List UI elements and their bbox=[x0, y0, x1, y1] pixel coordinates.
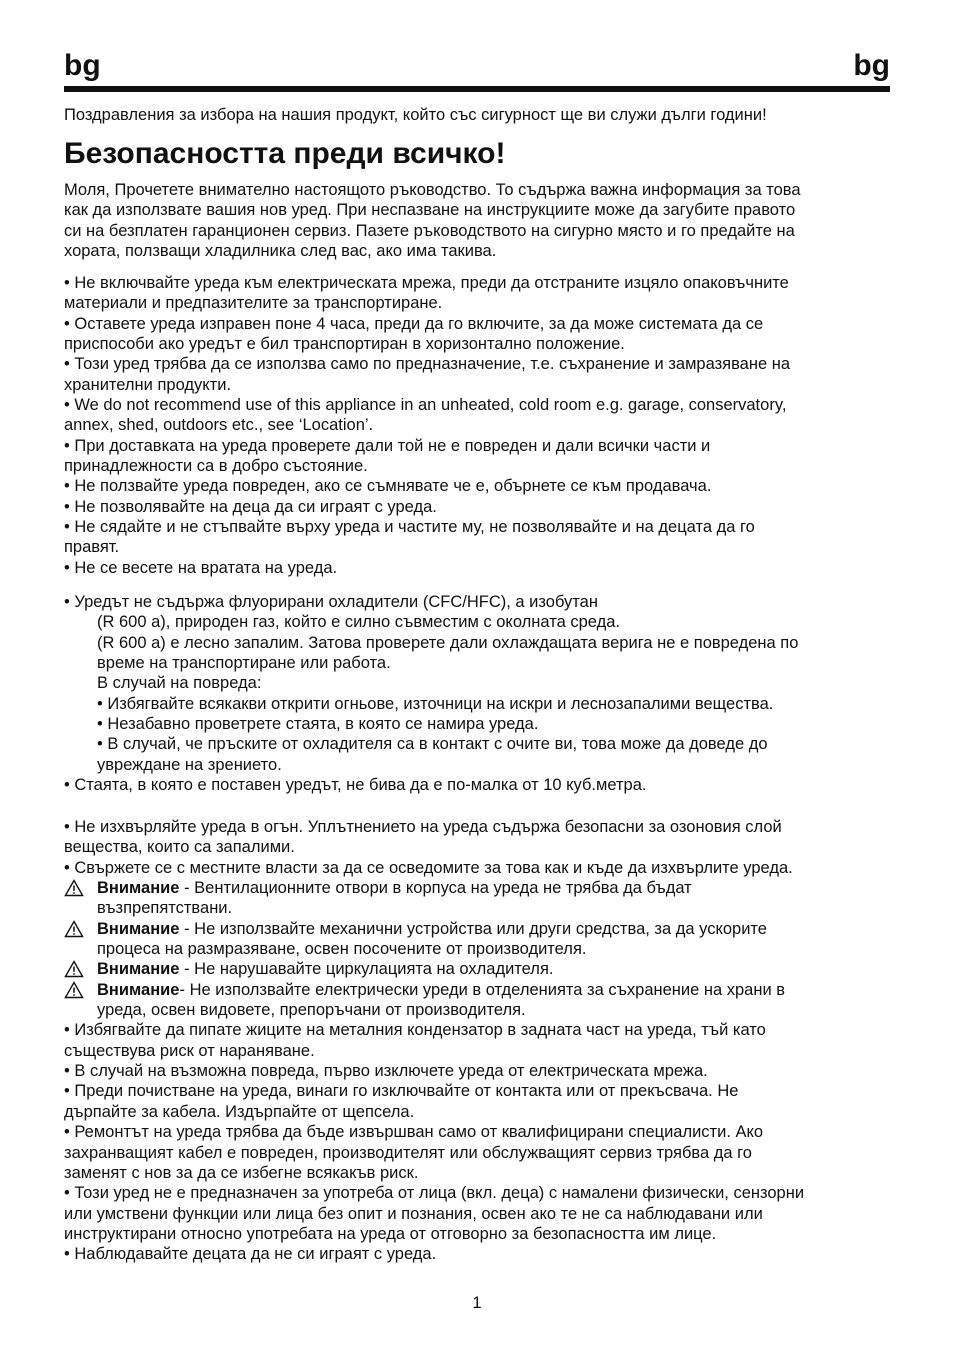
text-line: • При доставката на уреда проверете дали той не е повреден и дали всички части и bbox=[64, 436, 711, 455]
intro-text: Поздравления за избора на нашия продукт, който със сигурност ще ви служи дълги години! bbox=[64, 106, 767, 124]
text-line: увреждане на зрението. bbox=[97, 755, 282, 774]
warning-triangle-icon bbox=[64, 879, 84, 897]
text-line: • Ремонтът на уреда трябва да бъде извършван само от квалифицирани специалисти. Ако bbox=[64, 1123, 764, 1142]
text-line: • Стаята, в която е поставен уредът, не бива да е по-малка от 10 куб.метра. bbox=[64, 776, 647, 795]
page-number: 1 bbox=[472, 1294, 482, 1312]
text-line: • Оставете уреда изправен поне 4 часа, преди да го включите, за да може системата да се bbox=[64, 314, 764, 333]
text-line: хранителни продукти. bbox=[64, 375, 232, 394]
text-line: възпрепятствани. bbox=[97, 899, 233, 918]
text-line: правят. bbox=[64, 538, 120, 557]
text-line: вещества, които са запалими. bbox=[64, 838, 295, 857]
text-line: принадлежности са в добро състояние. bbox=[64, 457, 368, 476]
warning-text: - Не използвайте електрически уреди в отделенията за съхранение на храни в bbox=[179, 980, 786, 999]
text-line: приспособи ако уредът е бил транспортиран в хоризонтално положение. bbox=[64, 335, 625, 354]
text-line: • We do not recommend use of this appliance in an unheated, cold room e.g. garage, conservatory, bbox=[64, 396, 787, 415]
header-rule bbox=[64, 86, 890, 92]
warning-text: - Вентилационните отвори в корпуса на уреда не трябва да бъдат bbox=[179, 879, 692, 898]
text-line: • Не сядайте и не стъпвайте върху уреда и частите му, не позволявайте и на децата да го bbox=[64, 518, 755, 537]
text-line: материали и предпазителите за транспортиране. bbox=[64, 294, 443, 313]
language-code-right: bg bbox=[853, 49, 890, 82]
warning-label: Внимание bbox=[97, 980, 180, 999]
preface-paragraph bbox=[64, 180, 896, 261]
text-line: • В случай, че пръските от охладителя са в контакт с очите ви, това може да доведе до bbox=[97, 735, 768, 754]
warning-line bbox=[64, 878, 896, 898]
warning-line bbox=[64, 959, 896, 979]
warning-triangle-icon bbox=[64, 981, 84, 999]
page-title: Безопасността преди всичко! bbox=[64, 137, 506, 170]
text-line: Моля, Прочетете внимателно настоящото ръководство. То съдържа важна информация за това bbox=[64, 181, 801, 199]
text-line: процеса на размразяване, освен посочените от производителя. bbox=[97, 940, 587, 959]
text-line: захранващият кабел е повреден, производителят или обслужващият сервиз трябва да го bbox=[64, 1143, 752, 1162]
warning-line bbox=[64, 919, 896, 939]
text-line: • Този уред трябва да се използва само по предназначение, т.е. съхранение и замразяване на bbox=[64, 355, 791, 374]
text-line: заменят с нов за да се избегне всякакъв риск. bbox=[64, 1163, 419, 1182]
text-line: уреда, освен видовете, препоръчани от производителя. bbox=[97, 1001, 526, 1020]
text-line: • Не изхвърляйте уреда в огън. Уплътнението на уреда съдържа безопасни за озоновия слой bbox=[64, 818, 782, 836]
text-line: • Уредът не съдържа флуорирани охладители (CFC/HFC), а изобутан bbox=[64, 593, 598, 611]
language-code-left: bg bbox=[64, 49, 101, 82]
text-line: време на транспортиране или работа. bbox=[97, 654, 391, 673]
text-line: • Не се весете на вратата на уреда. bbox=[64, 558, 338, 577]
warning-text: - Не нарушавайте циркулацията на охладителя. bbox=[179, 960, 554, 979]
text-line: • Преди почистване на уреда, винаги го изключвайте от контакта или от прекъсвача. Не bbox=[64, 1082, 739, 1101]
text-line: или умствени функции или лица без опит и познания, освен ако те не са наблюдавани или bbox=[64, 1204, 763, 1223]
text-line: • Не ползвайте уреда повреден, ако се съмнявате че е, обърнете се към продавача. bbox=[64, 477, 712, 496]
warning-label: Внимание bbox=[97, 879, 180, 898]
text-line: (R 600 a) е лесно запалим. Затова проверете дали охлаждащата верига не е повредена по bbox=[97, 633, 799, 652]
refrigerant-section bbox=[64, 592, 896, 795]
disposal-and-warnings bbox=[64, 817, 896, 1265]
text-line: как да използвате вашия нов уред. При неспазване на инструкциите може да загубите правото bbox=[64, 201, 796, 220]
text-line: • В случай на възможна повреда, първо изключете уреда от електрическата мрежа. bbox=[64, 1062, 708, 1081]
text-line: си на безплатен гаранционен сервиз. Пазете ръководството на сигурно място и го предайте на bbox=[64, 221, 795, 240]
text-line: • Наблюдавайте децата да не си играят с уреда. bbox=[64, 1245, 437, 1264]
safety-list-1 bbox=[64, 273, 896, 578]
text-line: дърпайте за кабела. Издърпайте от щепсела. bbox=[64, 1102, 415, 1121]
text-line: • Избягвайте всякакви открити огньове, източници на искри и леснозапалими вещества. bbox=[97, 694, 774, 713]
warning-label: Внимание bbox=[97, 919, 180, 938]
text-line: • Този уред не е предназначен за употреба от лица (вкл. деца) с намалени физически, сензорни bbox=[64, 1184, 805, 1203]
text-line: • Свържете се с местните власти за да се осведомите за това как и къде да изхвърлите уреда. bbox=[64, 858, 793, 877]
warning-text: - Не използвайте механични устройства или други средства, за да ускорите bbox=[179, 919, 767, 938]
text-line: • Незабавно проветрете стаята, в която се намира уреда. bbox=[97, 715, 539, 734]
text-line: • Не позволявайте на деца да си играят с уреда. bbox=[64, 497, 437, 516]
text-line: • Не включвайте уреда към електрическата мрежа, преди да отстраните изцяло опаковъчните bbox=[64, 274, 789, 292]
text-line: • Избягвайте да пипате жиците на металния кондензатор в задната част на уреда, тъй като bbox=[64, 1021, 766, 1040]
text-line: В случай на повреда: bbox=[97, 674, 262, 693]
warning-triangle-icon bbox=[64, 920, 84, 938]
text-line: съществува риск от нараняване. bbox=[64, 1041, 315, 1060]
warning-label: Внимание bbox=[97, 960, 180, 979]
warning-line bbox=[64, 980, 896, 1000]
text-line: инструктирани относно употребата на уреда от отговорно за безопасността им лице. bbox=[64, 1224, 717, 1243]
text-line: хората, ползващи хладилника след вас, ако има такива. bbox=[64, 242, 497, 261]
text-line: annex, shed, outdoors etc., see ‘Location’. bbox=[64, 416, 374, 435]
warning-triangle-icon bbox=[64, 960, 84, 978]
text-line: (R 600 a), природен газ, който е силно съвместим с околната среда. bbox=[97, 613, 620, 632]
